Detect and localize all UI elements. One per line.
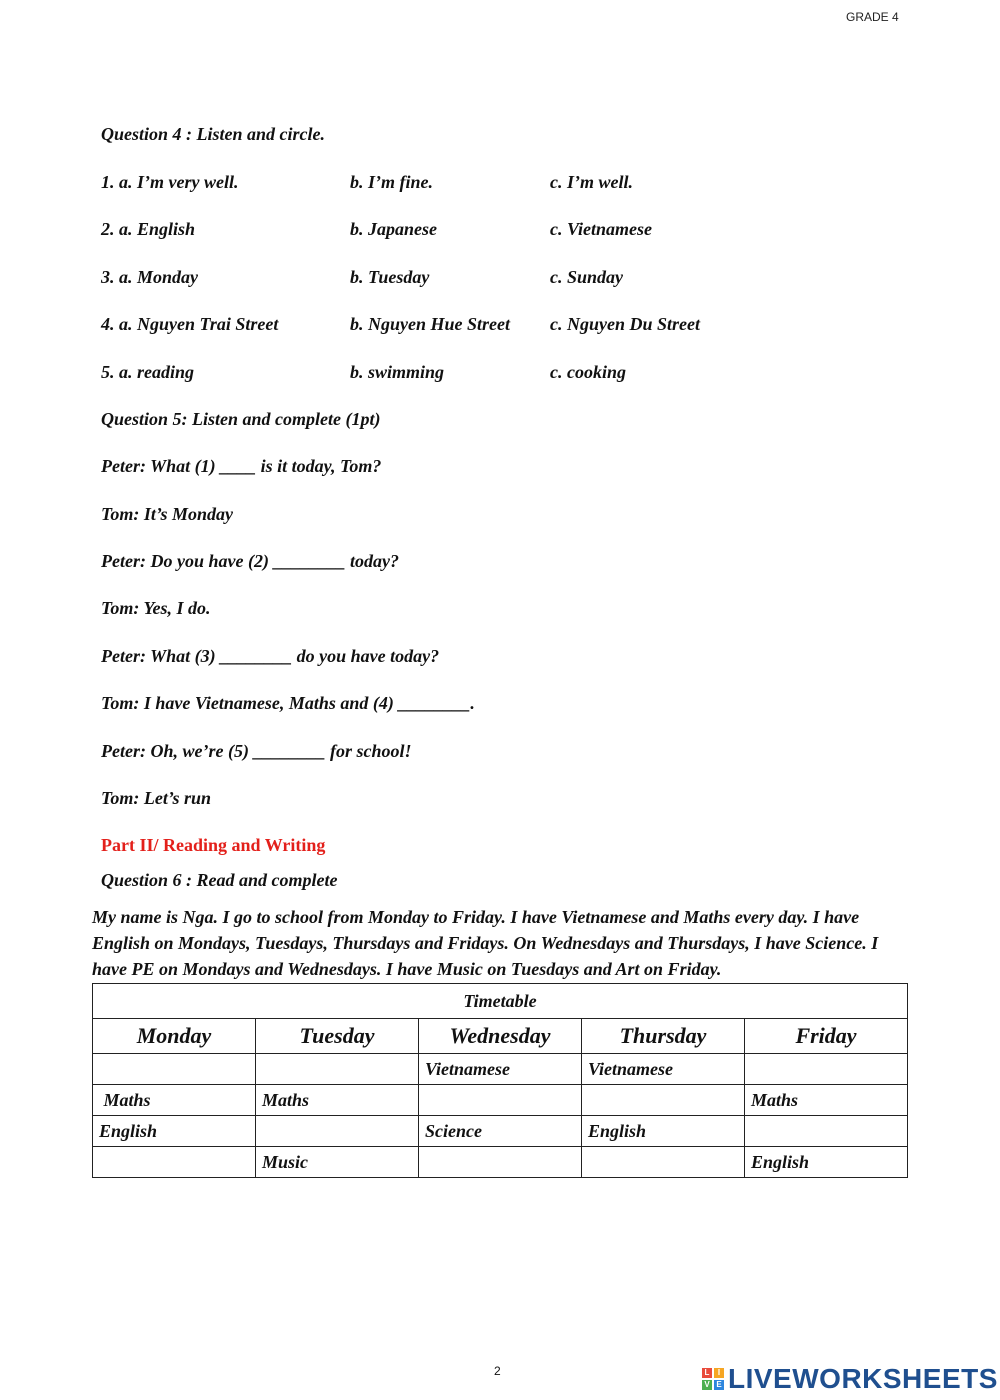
q5-line-8: Tom: Let’s run	[101, 788, 212, 808]
table-cell: English	[745, 1147, 908, 1178]
q4-title: Question 4 : Listen and circle.	[101, 124, 325, 144]
table-cell[interactable]	[582, 1147, 745, 1178]
logo-letter: I	[714, 1368, 724, 1378]
table-cell[interactable]	[745, 1116, 908, 1147]
q5-line-7[interactable]: Peter: Oh, we’re (5) ________ for school!	[101, 741, 412, 761]
table-cell[interactable]	[745, 1054, 908, 1085]
q4-item3-option-b[interactable]: b. Tuesday	[350, 267, 430, 287]
q5-line-6[interactable]: Tom: I have Vietnamese, Maths and (4) ________.	[101, 693, 475, 713]
logo-icon	[702, 1368, 724, 1390]
q6-title: Question 6 : Read and complete	[101, 870, 338, 890]
table-cell: Science	[419, 1116, 582, 1147]
q4-item2-option-b[interactable]: b. Japanese	[350, 219, 437, 239]
timetable	[92, 983, 908, 1178]
q5-title: Question 5: Listen and complete (1pt)	[101, 409, 381, 429]
table-cell[interactable]	[256, 1054, 419, 1085]
q4-item4-option-c[interactable]: c. Nguyen Du Street	[550, 314, 700, 334]
q4-item2-option-a[interactable]: 2. a. English	[101, 219, 196, 239]
day-header-wednesday: Wednesday	[419, 1019, 582, 1054]
logo-letter: E	[714, 1380, 724, 1390]
brand-name: LIVEWORKSHEETS	[728, 1363, 998, 1394]
logo-letter: L	[702, 1368, 712, 1378]
q5-line-2: Tom: It’s Monday	[101, 504, 234, 524]
q5-line-4: Tom: Yes, I do.	[101, 598, 211, 618]
table-cell: Maths	[256, 1085, 419, 1116]
liveworksheets-logo[interactable]	[702, 1363, 998, 1395]
q4-item5-option-a[interactable]: 5. a. reading	[101, 362, 195, 382]
q4-item4-option-a[interactable]: 4. a. Nguyen Trai Street	[101, 314, 279, 334]
table-cell[interactable]	[256, 1116, 419, 1147]
table-cell[interactable]	[93, 1147, 256, 1178]
q4-item2-option-c[interactable]: c. Vietnamese	[550, 219, 652, 239]
part2-heading: Part II/ Reading and Writing	[101, 835, 326, 855]
table-row	[93, 1116, 908, 1147]
q4-item4-option-b[interactable]: b. Nguyen Hue Street	[350, 314, 510, 334]
q4-item1-option-c[interactable]: c. I’m well.	[550, 172, 633, 192]
table-cell: Music	[256, 1147, 419, 1178]
table-row	[93, 1085, 908, 1116]
q4-item3-option-a[interactable]: 3. a. Monday	[101, 267, 199, 287]
table-cell: Vietnamese	[419, 1054, 582, 1085]
q4-item1-option-a[interactable]: 1. a. I’m very well.	[101, 172, 239, 192]
table-cell: Vietnamese	[582, 1054, 745, 1085]
table-cell: English	[582, 1116, 745, 1147]
q4-item3-option-c[interactable]: c. Sunday	[550, 267, 624, 287]
logo-letter: V	[702, 1380, 712, 1390]
day-header-tuesday: Tuesday	[256, 1019, 419, 1054]
q5-line-1[interactable]: Peter: What (1) ____ is it today, Tom?	[101, 456, 382, 476]
grade-label: GRADE 4	[846, 10, 899, 24]
day-header-thursday: Thursday	[582, 1019, 745, 1054]
page-number: 2	[494, 1364, 501, 1378]
q4-item1-option-b[interactable]: b. I’m fine.	[350, 172, 433, 192]
q5-line-5[interactable]: Peter: What (3) ________ do you have today?	[101, 646, 440, 666]
table-row	[93, 1147, 908, 1178]
table-cell[interactable]	[93, 1054, 256, 1085]
table-cell[interactable]	[419, 1085, 582, 1116]
table-row	[93, 1054, 908, 1085]
table-cell[interactable]	[582, 1085, 745, 1116]
table-cell[interactable]	[419, 1147, 582, 1178]
q5-line-3[interactable]: Peter: Do you have (2) ________ today?	[101, 551, 399, 571]
timetable-title: Timetable	[93, 984, 908, 1019]
q4-item5-option-b[interactable]: b. swimming	[350, 362, 445, 382]
q4-item5-option-c[interactable]: c. cooking	[550, 362, 626, 382]
day-header-monday: Monday	[93, 1019, 256, 1054]
day-header-friday: Friday	[745, 1019, 908, 1054]
table-cell: English	[93, 1116, 256, 1147]
table-cell: Maths	[745, 1085, 908, 1116]
reading-passage: My name is Nga. I go to school from Monday to Friday. I have Vietnamese and Maths every day. I have English on Mondays, Tuesdays, Thursdays and Fridays. On Wednesdays and Thursdays, I have Science. I have PE on Mondays and Wednesdays. I have Music on Tuesdays and Art on Friday.	[92, 907, 879, 979]
table-cell: Maths	[93, 1085, 256, 1116]
